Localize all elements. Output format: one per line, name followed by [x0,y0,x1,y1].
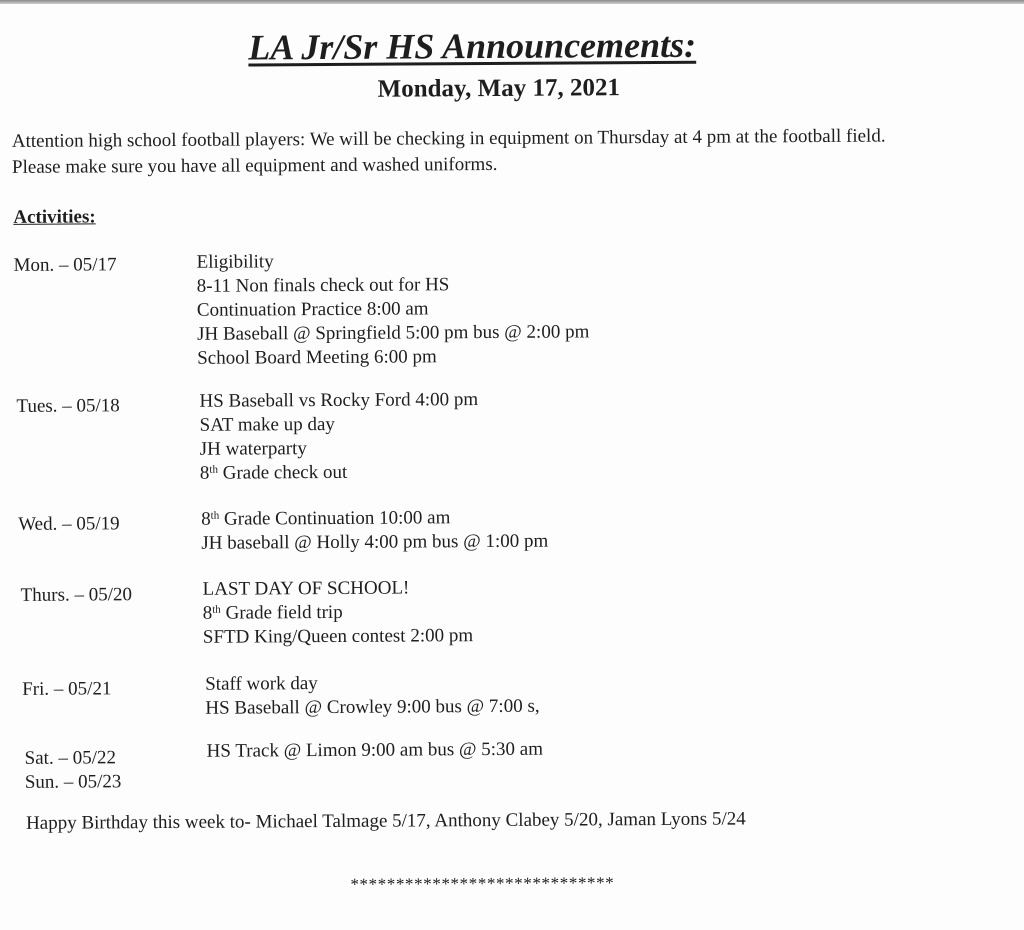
event-item: JH Baseball @ Springfield 5:00 pm bus @ 2:00 pm [196,321,590,345]
event-list-monday [197,248,590,370]
event-item: Eligibility [196,251,274,273]
event-item [203,600,473,626]
day-label-tuesday: Tues. – 05/18 [16,395,120,417]
ordinal-number: 8 [199,462,210,484]
event-item: SAT make up day [199,413,335,436]
day-label-saturday: Sat. – 05/22 [24,747,117,769]
birthday-message: Happy Birthday this week to- Michael Talmage 5/17, Anthony Clabey 5/20, Jaman Lyons 5/24 [25,808,746,834]
announcement-date: Monday, May 17, 2021 [377,74,621,103]
event-list-tuesday [199,388,478,486]
event-item: JH baseball @ Holly 4:00 pm bus @ 1:00 pm [201,530,549,554]
football-equipment-notice: Attention high school football players: We will be checking in equipment on Thursday at 4 pm at the football field. Please make sure you have all equipment and washed uniforms. [11,125,886,178]
event-item [201,506,548,532]
event-item: JH waterparty [199,438,307,460]
event-text: Grade Continuation 10:00 am [219,507,451,530]
event-item: School Board Meeting 6:00 pm [197,346,437,369]
event-item: Staff work day [205,673,318,695]
page-title: LA Jr/Sr HS Announcements: [248,24,697,68]
event-item: HS Baseball @ Crowley 9:00 bus @ 7:00 s, [205,695,540,719]
event-item: SFTD King/Queen contest 2:00 pm [202,625,474,648]
ordinal-number: 8 [202,602,213,624]
event-text: Grade check out [217,461,348,484]
event-item: 8-11 Non finals check out for HS [196,274,450,297]
event-list-thursday [203,576,474,650]
event-item: HS Baseball vs Rocky Ford 4:00 pm [199,389,479,412]
event-text: Grade field trip [220,601,343,624]
event-item: HS Track @ Limon 9:00 am bus @ 5:30 am [206,738,544,762]
event-item [200,460,479,486]
event-item: Continuation Practice 8:00 am [196,298,429,321]
ordinal-suffix: th [210,509,220,522]
day-label-friday: Fri. – 05/21 [22,678,112,700]
footer-divider: ***************************** [350,873,615,894]
day-label-thursday: Thurs. – 05/20 [20,584,133,606]
ordinal-number: 8 [201,508,211,530]
event-item: LAST DAY OF SCHOOL! [202,577,410,600]
ordinal-suffix: th [209,463,218,476]
event-list-saturday [207,738,543,764]
activities-heading: Activities: [13,206,96,228]
day-label-monday: Mon. – 05/17 [13,254,117,276]
event-list-wednesday [201,506,548,556]
event-list-friday [205,671,540,721]
ordinal-suffix: th [212,603,221,616]
day-label-wednesday: Wed. – 05/19 [18,513,120,535]
day-label-sunday: Sun. – 05/23 [24,771,122,793]
